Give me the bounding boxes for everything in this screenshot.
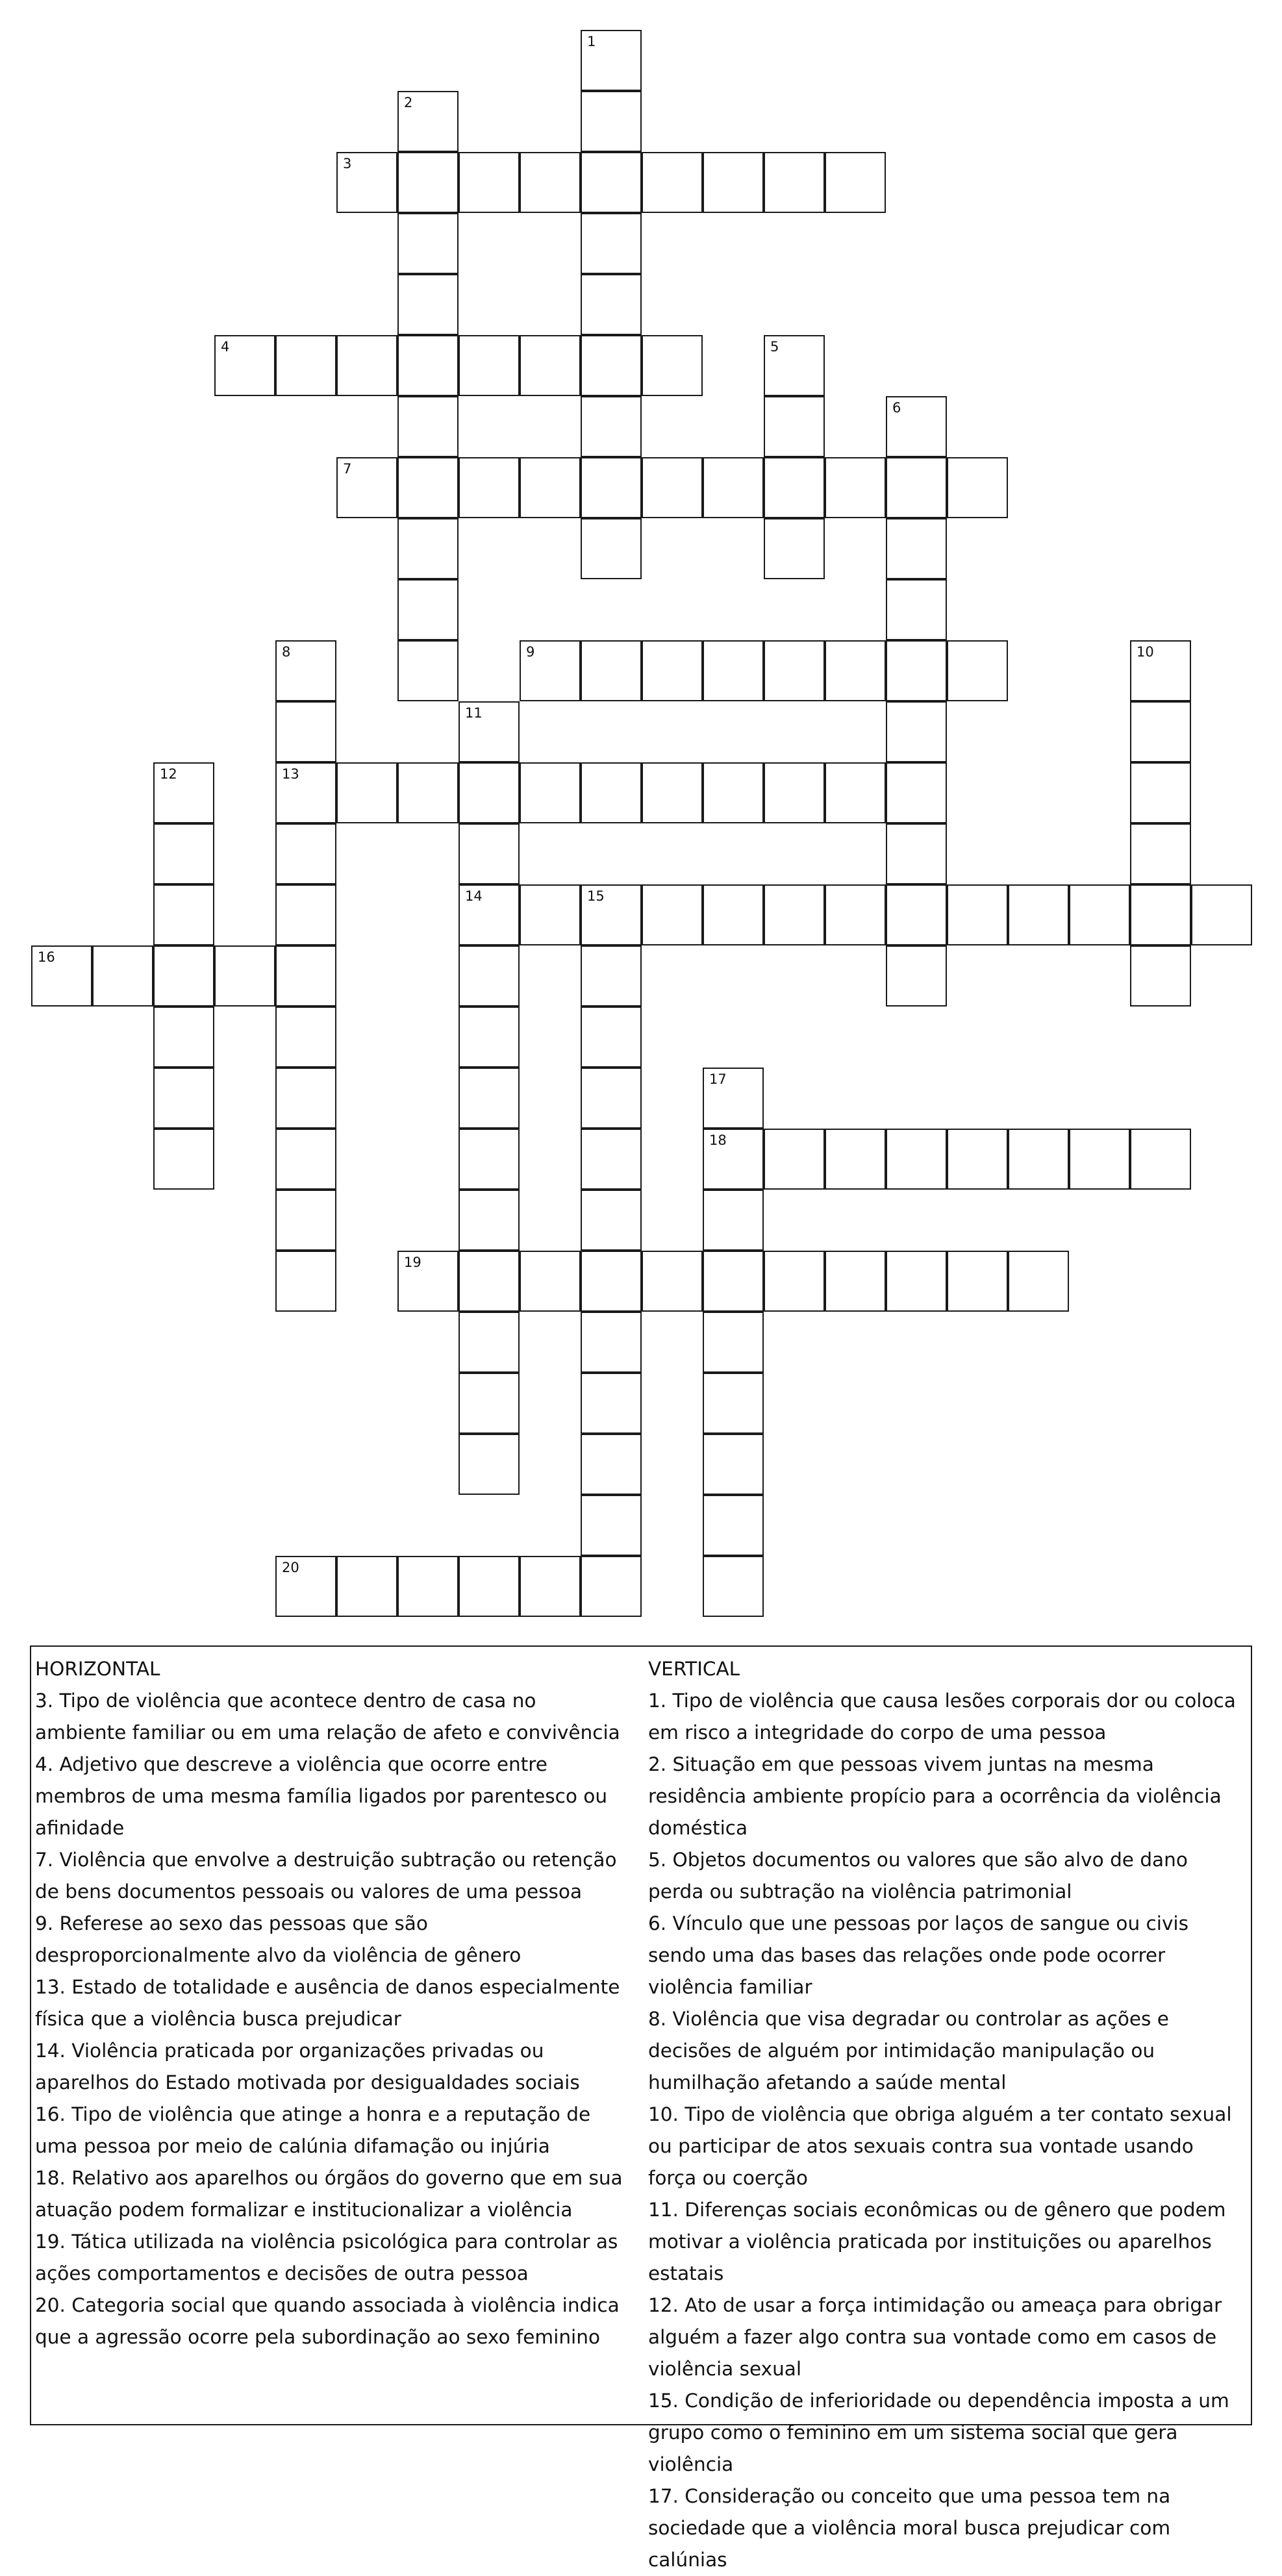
grid-cell[interactable] [1069,884,1130,945]
grid-cell[interactable] [581,335,642,396]
grid-cell[interactable] [581,1190,642,1251]
grid-cell[interactable] [153,1068,214,1129]
clue-number: 9 [526,644,535,660]
grid-cell[interactable] [642,335,703,396]
clue-number: 16 [38,949,55,965]
grid-cell[interactable] [275,762,336,823]
grid-cell[interactable] [764,1129,825,1190]
clue-vertical: 8. Violência que visa degradar ou controlar as ações e decisões de alguém por intimidação manipulação ou humilhação afetando a saúde mental [648,2008,1169,2094]
grid-cell[interactable] [397,579,459,640]
clue-number: 3 [343,156,352,171]
grid-cell[interactable] [703,884,764,945]
clue-number: 13 [282,766,299,782]
grid-cell[interactable] [520,457,581,518]
clue-number: 4 [221,339,230,355]
grid-cell[interactable] [459,945,520,1007]
grid-cell[interactable] [947,1251,1008,1312]
grid-cell[interactable] [397,274,459,335]
clue-vertical: 5. Objetos documentos ou valores que são alvo de dano perda ou subtração na violência patrimonial [648,1849,1188,1903]
grid-cell[interactable] [153,1007,214,1068]
clue-vertical: 12. Ato de usar a força intimidação ou ameaça para obrigar alguém a fazer algo contra sua vontade como em casos de violência sexual [648,2294,1222,2380]
grid-cell[interactable] [886,701,947,762]
grid-cell[interactable] [581,518,642,579]
grid-cell[interactable] [275,1190,336,1251]
grid-cell[interactable] [581,1007,642,1068]
grid-cell[interactable] [336,335,397,396]
grid-cell[interactable] [275,1068,336,1129]
grid-cell[interactable] [459,1129,520,1190]
grid-cell[interactable] [581,30,642,91]
grid-cell[interactable] [642,640,703,701]
grid-cell[interactable] [947,884,1008,945]
grid-cell[interactable] [703,1068,764,1129]
grid-cell[interactable] [886,1129,947,1190]
grid-cell[interactable] [275,335,336,396]
grid-cell[interactable] [459,1556,520,1617]
grid-cell[interactable] [275,1129,336,1190]
grid-cell[interactable] [581,640,642,701]
grid-cell[interactable] [642,1251,703,1312]
clue-horizontal: 16. Tipo de violência que atinge a honra e a reputação de uma pessoa por meio de calúnia difamação ou injúria [35,2103,591,2157]
grid-cell[interactable] [520,335,581,396]
grid-cell[interactable] [520,1556,581,1617]
grid-cell[interactable] [764,457,825,518]
grid-cell[interactable] [642,457,703,518]
clue-vertical: 10. Tipo de violência que obriga alguém a ter contato sexual ou participar de atos sexuais contra sua vontade usando força ou coerção [648,2103,1232,2189]
grid-cell[interactable] [703,1556,764,1617]
grid-cell[interactable] [703,457,764,518]
grid-cell[interactable] [459,762,520,823]
grid-cell[interactable] [581,1312,642,1373]
grid-cell[interactable] [1069,1129,1130,1190]
clue-number: 1 [587,34,596,49]
grid-cell[interactable] [886,945,947,1007]
grid-cell[interactable] [459,823,520,884]
grid-cell[interactable] [153,945,214,1007]
grid-cell[interactable] [581,1434,642,1495]
clue-number: 19 [404,1255,421,1270]
grid-cell[interactable] [825,640,886,701]
clue-number: 14 [465,888,483,904]
grid-cell[interactable] [397,91,459,152]
grid-cell[interactable] [703,152,764,213]
grid-cell[interactable] [703,640,764,701]
clue-horizontal: 7. Violência que envolve a destruição subtração ou retenção de bens documentos pessoais ou valores de uma pessoa [35,1849,617,1903]
grid-cell[interactable] [825,1251,886,1312]
clue-number: 18 [709,1132,727,1148]
grid-cell[interactable] [275,640,336,701]
grid-cell[interactable] [92,945,153,1007]
grid-cell[interactable] [275,823,336,884]
vertical-clues [648,1653,1246,2576]
clue-number: 8 [282,644,291,660]
grid-cell[interactable] [397,640,459,701]
grid-cell[interactable] [153,762,214,823]
grid-cell[interactable] [459,1068,520,1129]
grid-cell[interactable] [1191,884,1252,945]
grid-cell[interactable] [520,884,581,945]
grid-cell[interactable] [825,884,886,945]
grid-cell[interactable] [1008,1129,1069,1190]
grid-cell[interactable] [1130,701,1191,762]
clue-number: 5 [770,339,779,355]
grid-cell[interactable] [886,884,947,945]
grid-cell[interactable] [581,213,642,274]
grid-cell[interactable] [459,457,520,518]
grid-cell[interactable] [1130,762,1191,823]
grid-cell[interactable] [764,884,825,945]
grid-cell[interactable] [397,213,459,274]
clue-vertical: 6. Vínculo que une pessoas por laços de sangue ou civis sendo uma das bases das relações onde pode ocorrer violência familiar [648,1912,1188,1998]
clue-number: 11 [465,705,483,721]
clue-horizontal: 4. Adjetivo que descreve a violência que ocorre entre membros de uma mesma família ligados por parentesco ou afinidade [35,1753,608,1839]
grid-cell[interactable] [520,1251,581,1312]
grid-cell[interactable] [764,518,825,579]
grid-cell[interactable] [1130,945,1191,1007]
clue-number: 12 [160,766,177,782]
horizontal-clues [35,1653,633,2353]
grid-cell[interactable] [703,1312,764,1373]
grid-cell[interactable] [703,1129,764,1190]
grid-cell[interactable] [336,1556,397,1617]
grid-cell[interactable] [703,1373,764,1434]
grid-cell[interactable] [886,1251,947,1312]
grid-cell[interactable] [825,152,886,213]
grid-cell[interactable] [886,762,947,823]
grid-cell[interactable] [336,762,397,823]
grid-cell[interactable] [764,640,825,701]
grid-cell[interactable] [581,945,642,1007]
grid-cell[interactable] [581,457,642,518]
grid-cell[interactable] [520,762,581,823]
clue-number: 10 [1137,644,1154,660]
grid-cell[interactable] [825,457,886,518]
grid-cell[interactable] [703,1251,764,1312]
grid-cell[interactable] [886,457,947,518]
grid-cell[interactable] [459,1007,520,1068]
grid-cell[interactable] [581,91,642,152]
grid-cell[interactable] [459,152,520,213]
grid-cell[interactable] [886,396,947,457]
grid-cell[interactable] [581,1251,642,1312]
grid-cell[interactable] [1130,1129,1191,1190]
grid-cell[interactable] [886,823,947,884]
grid-cell[interactable] [825,1129,886,1190]
grid-cell[interactable] [581,1068,642,1129]
clue-number: 20 [282,1560,299,1575]
clue-vertical: 15. Condição de inferioridade ou dependência imposta a um grupo como o feminino em um sistema social que gera violência [648,2390,1229,2475]
clue-number: 17 [709,1071,727,1087]
clue-horizontal: 3. Tipo de violência que acontece dentro de casa no ambiente familiar ou em uma relação de afeto e convivência [35,1690,620,1744]
clue-vertical: 2. Situação em que pessoas vivem juntas na mesma residência ambiente propício para a ocorrência da violência doméstica [648,1753,1222,1839]
clue-number: 6 [892,400,901,416]
clue-number: 7 [343,461,352,477]
clue-vertical: 17. Consideração ou conceito que uma pessoa tem na sociedade que a violência moral busca prejudicar com calúnias [648,2485,1171,2571]
grid-cell[interactable] [581,1373,642,1434]
grid-cell[interactable] [397,396,459,457]
grid-cell[interactable] [336,152,397,213]
grid-cell[interactable] [214,335,275,396]
grid-cell[interactable] [1130,884,1191,945]
grid-cell[interactable] [764,1251,825,1312]
grid-cell[interactable] [764,396,825,457]
grid-cell[interactable] [153,823,214,884]
clue-horizontal: 14. Violência praticada por organizações privadas ou aparelhos do Estado motivada por desigualdades sociais [35,2040,580,2094]
grid-cell[interactable] [764,152,825,213]
grid-cell[interactable] [642,762,703,823]
grid-cell[interactable] [153,884,214,945]
grid-cell[interactable] [703,762,764,823]
grid-cell[interactable] [520,152,581,213]
grid-cell[interactable] [459,1434,520,1495]
grid-cell[interactable] [275,701,336,762]
grid-cell[interactable] [581,152,642,213]
grid-cell[interactable] [581,274,642,335]
grid-cell[interactable] [275,1251,336,1312]
grid-cell[interactable] [459,1251,520,1312]
clue-vertical: 11. Diferenças sociais econômicas ou de gênero que podem motivar a violência praticada por instituições ou aparelhos estatais [648,2199,1226,2284]
grid-cell[interactable] [275,1556,336,1617]
grid-cell[interactable] [886,640,947,701]
grid-cell[interactable] [459,335,520,396]
clue-horizontal: 9. Referese ao sexo das pessoas que são desproporcionalmente alvo da violência de gênero [35,1912,522,1966]
grid-cell[interactable] [581,396,642,457]
grid-cell[interactable] [703,1495,764,1556]
grid-cell[interactable] [581,1495,642,1556]
grid-cell[interactable] [275,945,336,1007]
grid-cell[interactable] [459,1373,520,1434]
grid-cell[interactable] [642,152,703,213]
clue-number: 2 [404,95,413,110]
grid-cell[interactable] [947,457,1008,518]
grid-cell[interactable] [31,945,92,1007]
grid-cell[interactable] [397,762,459,823]
grid-cell[interactable] [153,1129,214,1190]
grid-cell[interactable] [764,762,825,823]
grid-cell[interactable] [947,1129,1008,1190]
grid-cell[interactable] [825,762,886,823]
grid-cell[interactable] [1008,1251,1069,1312]
clue-horizontal: 19. Tática utilizada na violência psicológica para controlar as ações comportamentos e decisões de outra pessoa [35,2231,618,2284]
grid-cell[interactable] [214,945,275,1007]
horizontal-title: HORIZONTAL [35,1658,160,1680]
clues-box [30,1645,1252,2571]
grid-cell[interactable] [459,1312,520,1373]
clue-horizontal: 13. Estado de totalidade e ausência de danos especialmente física que a violência busca prejudicar [35,1976,620,2030]
grid-cell[interactable] [459,701,520,762]
grid-cell[interactable] [520,640,581,701]
grid-cell[interactable] [581,1556,642,1617]
vertical-title: VERTICAL [648,1658,740,1680]
grid-cell[interactable] [1130,640,1191,701]
grid-cell[interactable] [703,1434,764,1495]
grid-cell[interactable] [581,1129,642,1190]
grid-cell[interactable] [703,1190,764,1251]
grid-cell[interactable] [642,884,703,945]
clue-number: 15 [587,888,605,904]
grid-cell[interactable] [397,1251,459,1312]
grid-cell[interactable] [764,335,825,396]
grid-cell[interactable] [459,884,520,945]
grid-cell[interactable] [397,152,459,213]
grid-cell[interactable] [275,884,336,945]
clue-vertical: 1. Tipo de violência que causa lesões corporais dor ou coloca em risco a integridade do corpo de uma pessoa [648,1690,1236,1744]
grid-cell[interactable] [947,640,1008,701]
grid-cell[interactable] [397,1556,459,1617]
grid-cell[interactable] [275,1007,336,1068]
grid-cell[interactable] [397,457,459,518]
grid-cell[interactable] [886,518,947,579]
grid-cell[interactable] [581,762,642,823]
grid-cell[interactable] [336,457,397,518]
grid-cell[interactable] [459,1190,520,1251]
grid-cell[interactable] [1130,823,1191,884]
clue-horizontal: 18. Relativo aos aparelhos ou órgãos do governo que em sua atuação podem formalizar e institucionalizar a violência [35,2167,623,2221]
grid-cell[interactable] [886,579,947,640]
grid-cell[interactable] [581,884,642,945]
grid-cell[interactable] [1008,884,1069,945]
clue-horizontal: 20. Categoria social que quando associada à violência indica que a agressão ocorre pela subordinação ao sexo feminino [35,2294,620,2348]
grid-cell[interactable] [397,335,459,396]
grid-cell[interactable] [397,518,459,579]
